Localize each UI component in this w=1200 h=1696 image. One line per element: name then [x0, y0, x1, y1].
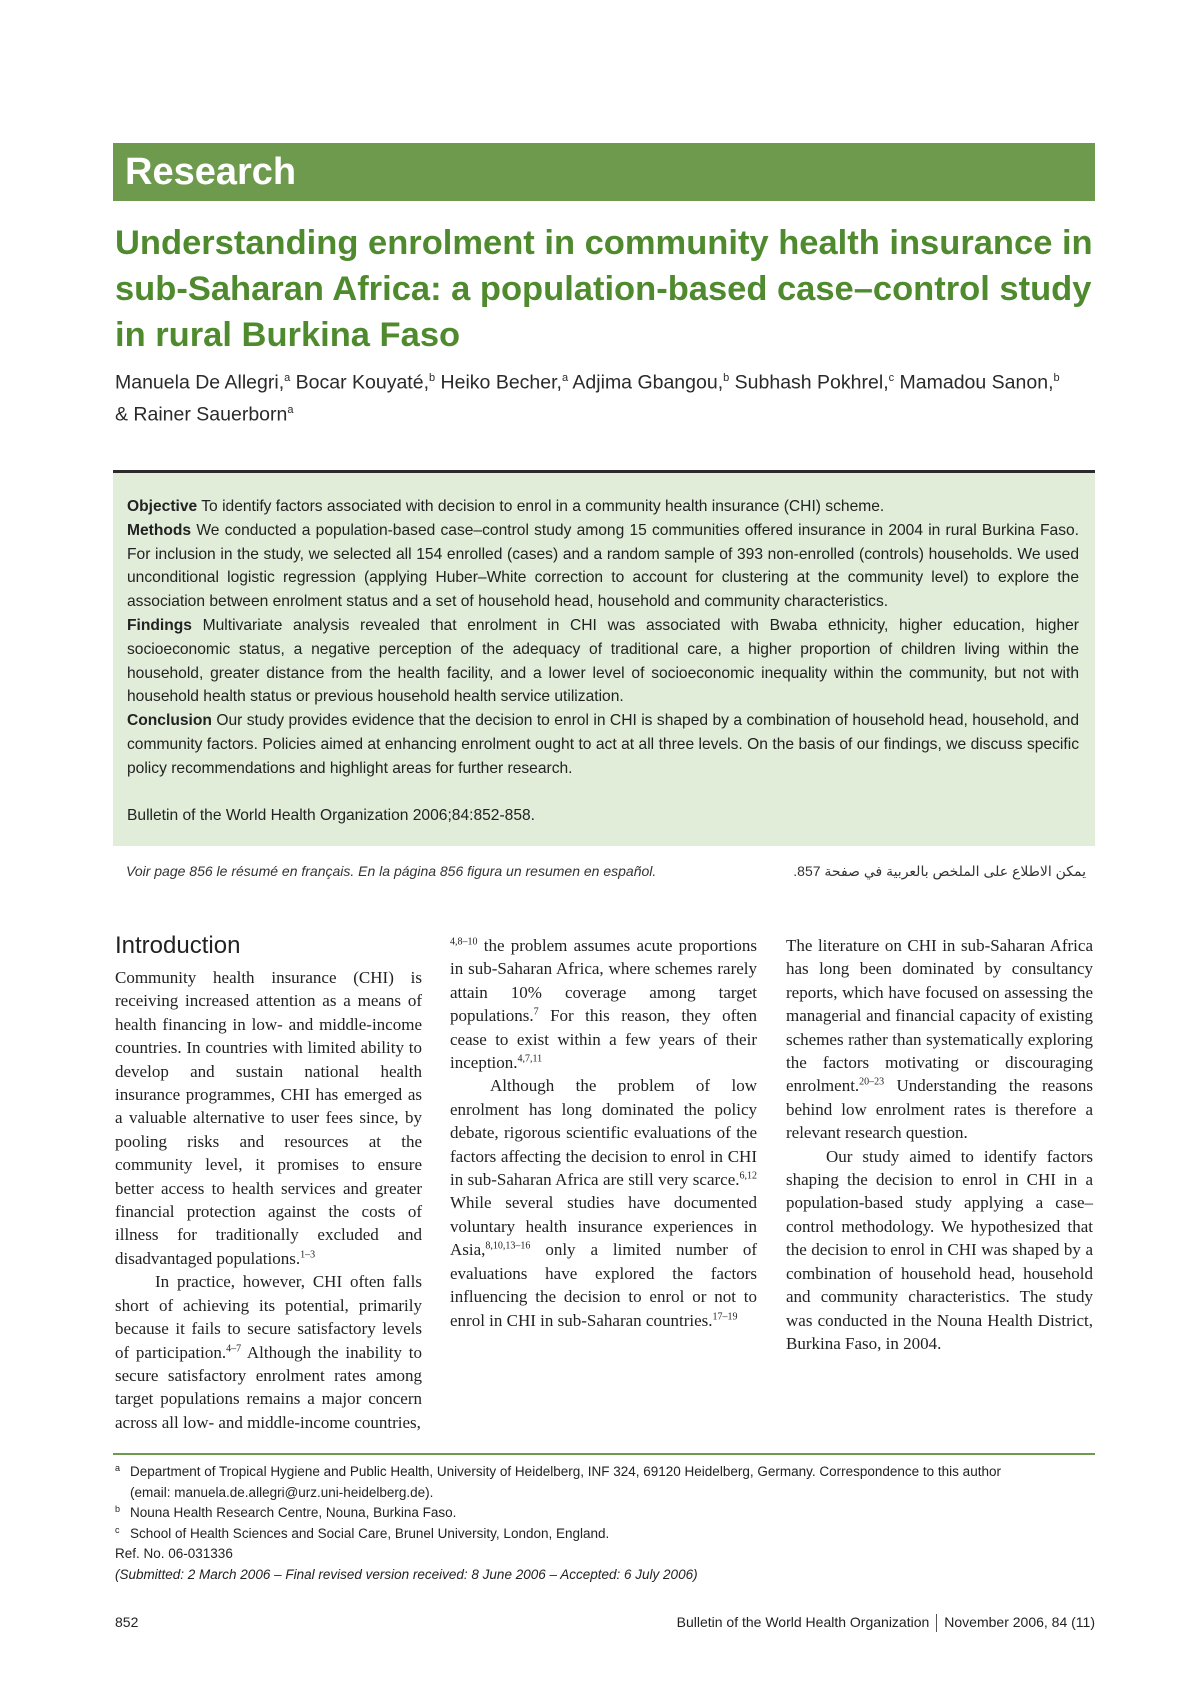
body-paragraph-cont — [450, 934, 757, 1074]
author-name: Manuela De Allegri — [115, 371, 279, 394]
author-affiliation: b — [429, 372, 436, 384]
methods-label: Methods — [127, 521, 192, 539]
footnote-divider — [113, 1453, 1095, 1455]
footnote-affiliation-c — [115, 1524, 1100, 1545]
journal-issue: November 2006, 84 (11) — [944, 1614, 1095, 1630]
abstract-objective — [127, 495, 1079, 519]
body-text: only a limited number of evaluations have explored the factors influencing the decision to enrol or not to enrol in CHI in sub-Saharan countries. — [450, 1240, 757, 1330]
body-text: In practice, however, CHI often falls short of achieving its potential, primarily because it fails to secure satisfactory levels of participation. — [115, 1272, 422, 1362]
abstract-methods — [127, 519, 1079, 614]
reference: 4,7,11 — [517, 1053, 543, 1065]
journal-info — [677, 1614, 1095, 1632]
body-text: Community health insurance (CHI) is receiving increased attention as a means of health financing in low- and middle-income countries. In countries with limited ability to develop and sustain national health insurance programmes, CHI has emerged as a valuable alternative to user fees since, by pooling risks and resources at the community level, it promises to ensure better access to health services and greater financial protection against the costs of illness for traditionally excluded and disadvantaged populations. — [115, 968, 422, 1268]
page-number: 852 — [115, 1614, 139, 1630]
author-affiliation: a — [287, 403, 294, 416]
reference-number: Ref. No. 06-031336 — [115, 1546, 233, 1561]
reference: 1–3 — [300, 1249, 316, 1261]
abstract-box — [113, 470, 1095, 846]
body-paragraph-cont — [786, 934, 1093, 1145]
body-text: the problem assumes acute proportions in sub-Saharan Africa, where schemes rarely attain 10% coverage among target populations. — [450, 936, 757, 1026]
section-label: Research — [125, 151, 297, 193]
reference: 17–19 — [712, 1310, 738, 1322]
footnote-text: School of Health Sciences and Social Care, Brunel University, London, England. — [130, 1525, 610, 1541]
body-column-1 — [115, 932, 422, 1434]
body-text: The literature on CHI in sub-Saharan Africa has long been dominated by consultancy reports, which have focused on assessing the managerial and financial capacity of existing schemes rather than systematically exploring the factors motivating or discouraging enrolment. — [786, 936, 1093, 1096]
body-paragraph — [115, 1270, 422, 1434]
author-affiliation: c — [888, 372, 895, 384]
abstract-citation: Bulletin of the World Health Organization 2006;84:852-858. — [127, 807, 536, 824]
methods-text: We conducted a population-based case–control study among 15 communities offered insurance in 2004 in rural Burkina Faso. For inclusion in the study, we selected all 154 enrolled (cases) and a random sample of 393 non-enrolled (controls) households. We used unconditional logistic regression (applying Huber–White correction to account for clustering at the community level) to explore the association between enrolment status and a set of household head, household and community characteristics. — [127, 521, 1079, 611]
objective-text: To identify factors associated with decision to enrol in a community health insurance (CHI) scheme. — [201, 498, 885, 515]
reference: 8,10,13–16 — [485, 1240, 531, 1252]
conclusion-label: Conclusion — [127, 712, 212, 730]
conclusion-text: Our study provides evidence that the decision to enrol in CHI is shaped by a combination of household head, household, and community factors. Policies aimed at enhancing enrolment ought to act at all three levels. On the basis of our findings, we discuss specific policy recommendations and highlight areas for further research. — [127, 712, 1079, 777]
abstract-conclusion — [127, 709, 1079, 780]
footer-separator — [936, 1614, 937, 1632]
author-affiliation: a — [561, 372, 569, 384]
correspondence-email: (email: manuela.de.allegri@urz.uni-heidelberg.de). — [130, 1484, 434, 1500]
body-text: Understanding the reasons behind low enrolment rates is therefore a relevant research question. — [786, 1076, 1093, 1143]
findings-text: Multivariate analysis revealed that enrolment in CHI was associated with Bwaba ethnicity, higher education, higher socioeconomic status, a negative perception of the adequacy of traditional care, a higher proportion of children living within the household, greater distance from the health facility, and a lower level of socioeconomic inequality within the community, but not with household health status or previous household health service utilization. — [127, 616, 1079, 706]
footnote-affiliation-b — [115, 1503, 1100, 1524]
page-footer — [113, 1614, 1095, 1636]
reference: 6,12 — [739, 1170, 757, 1182]
introduction-heading: Introduction — [115, 932, 241, 959]
footnote-mark: c — [115, 1524, 120, 1535]
section-banner — [113, 143, 1095, 201]
body-column-3 — [786, 934, 1093, 1355]
footnote-affiliation-a — [115, 1462, 1100, 1483]
body-paragraph — [450, 1074, 757, 1331]
arabic-summary-note: يمكن الاطلاع على الملخص بالعربية في صفحة 857. — [793, 863, 1086, 879]
findings-label: Findings — [127, 616, 192, 634]
footnotes — [115, 1462, 1100, 1585]
body-text: For this reason, they often cease to exist within a few years of their inception. — [450, 1006, 757, 1073]
reference: 7 — [533, 1006, 539, 1018]
body-text: Although the inability to secure satisfactory enrolment rates among target populations remains a major concern across all low- and middle-income countries, — [115, 1342, 422, 1432]
author-affiliation: b — [1053, 372, 1060, 384]
footnote-text: Department of Tropical Hygiene and Public Health, University of Heidelberg, INF 324, 69120 Heidelberg, Germany. Correspondence to this author — [130, 1464, 1001, 1479]
body-column-2 — [450, 934, 757, 1332]
author-affiliation: b — [723, 372, 730, 384]
submission-dates: (Submitted: 2 March 2006 – Final revised version received: 8 June 2006 – Accepted: 6 July 2006) — [115, 1566, 698, 1582]
footnote-email — [115, 1483, 1100, 1504]
footnote-mark: a — [115, 1463, 121, 1473]
author-list: Manuela De Allegri,$^a$ Bocar Kouyaté,$^b$ Heiko Becher,$^a$ Adjima Gbangou,$^b$ Subhash Pokhrel,$^c$ Mamadou Sanon,$^b$ & Rainer Sauerborn$^a$ — [115, 371, 1060, 425]
author-name: Mamadou Sanon — [899, 371, 1049, 394]
body-text: Although the problem of low enrolment has long dominated the policy debate, rigorous scientific evaluations of the factors affecting the decision to enrol in CHI in sub-Saharan Africa are still very scarce. — [450, 1076, 757, 1190]
author-affiliation: a — [284, 372, 291, 384]
author-name: Subhash Pokhrel — [734, 371, 884, 394]
abstract-findings — [127, 614, 1079, 709]
reference: 20–23 — [859, 1076, 885, 1088]
footnote-mark: b — [115, 1504, 121, 1514]
abstract-body — [127, 495, 1079, 781]
article-title: Understanding enrolment in community health insurance in sub-Saharan Africa: a population-based case–control study in rural Burkina Faso — [115, 224, 1093, 354]
reference: 4–7 — [226, 1342, 242, 1354]
author-name: Adjima Gbangou — [572, 371, 718, 394]
body-text: Our study aimed to identify factors shaping the decision to enrol in CHI in a population-based study applying a case–control methodology. We hypothesized that the decision to enrol in CHI was shaped by a combination of household head, household and community characteristics. The study was conducted in the Nouna Health District, Burkina Faso, in 2004. — [786, 1146, 1093, 1353]
author-name: Bocar Kouyaté — [295, 371, 424, 394]
journal-name: Bulletin of the World Health Organization — [676, 1614, 930, 1630]
reference: 4,8–10 — [450, 936, 478, 948]
translations-note — [126, 863, 1086, 885]
body-paragraph — [786, 1145, 1093, 1356]
fr-es-summary-note: Voir page 856 le résumé en français. En la página 856 figura un resumen en español. — [126, 863, 657, 879]
body-text: While several studies have documented voluntary health insurance experiences in Asia, — [450, 1193, 757, 1260]
body-paragraph — [115, 966, 422, 1270]
footnote-text: Nouna Health Research Centre, Nouna, Burkina Faso. — [130, 1505, 457, 1520]
author-name: Heiko Becher — [440, 371, 557, 394]
author-name: & Rainer Sauerborn — [115, 403, 288, 425]
objective-label: Objective — [127, 498, 198, 515]
